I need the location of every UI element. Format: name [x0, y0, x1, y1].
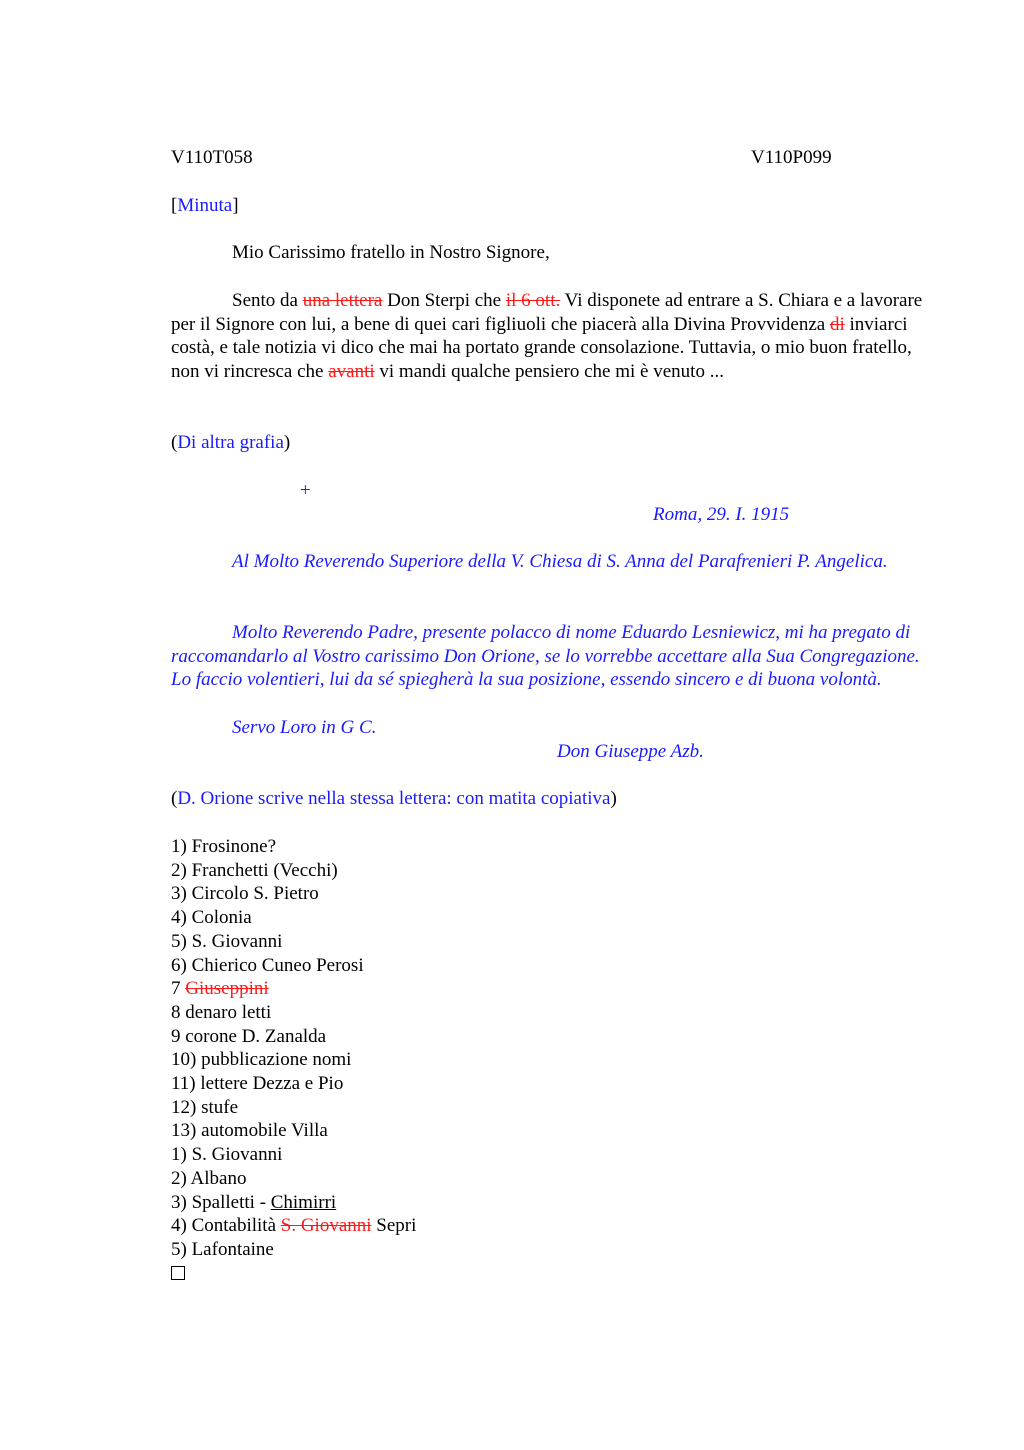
list-item [171, 1214, 931, 1238]
list-item: 10) pubblicazione nomi [171, 1049, 352, 1071]
p1-deletion: una lettera [302, 290, 383, 311]
altra-grafia-note [171, 431, 931, 455]
list-item: 3) Circolo S. Pietro [171, 883, 319, 905]
paragraph-1 [171, 289, 931, 384]
checkbox-square-icon [171, 1266, 185, 1280]
paren-close: ) [610, 788, 617, 809]
address-line: Al Molto Reverendo Superiore della V. Chiesa di S. Anna del Parafrenieri P. Angelica. [232, 551, 888, 572]
list-item: 1) Frosinone? [171, 836, 277, 857]
orione-note [171, 787, 931, 811]
p1-deletion: il 6 ott. [505, 290, 561, 311]
left-code: V110T058 [171, 147, 253, 168]
signature: Don Giuseppe Azb. [557, 741, 704, 762]
orione-note-text: D. Orione scrive nella stessa lettera: con matita copiativa [177, 788, 611, 809]
salutation: Mio Carissimo fratello in Nostro Signore, [232, 242, 550, 263]
list-item: 2) Franchetti (Vecchi) [171, 859, 338, 881]
list-item-text: 4) Contabilità [171, 1215, 281, 1237]
bracket-open: [ [171, 195, 178, 216]
list-item: 8 denaro letti [171, 1001, 272, 1023]
agenda-list [171, 835, 931, 1286]
list-item-deletion: Giuseppini [185, 978, 269, 1000]
list-item: 11) lettere Dezza e Pio [171, 1073, 344, 1095]
list-item-text: 3) Spalletti - [171, 1191, 271, 1213]
header-codes [171, 146, 931, 170]
list-item-deletion: S. Giovanni [280, 1215, 372, 1237]
minuta-label [171, 194, 931, 218]
altra-grafia-text: Di altra grafia [177, 432, 284, 453]
p1-text: Vi disponete ad entrare a S. Chiara e a lavorare per il Signore con lui, a bene di quei cari figliuoli che piacerà alla Divina Provvidenza [171, 290, 923, 335]
list-item: 12) stufe [171, 1096, 239, 1118]
bracket-close: ] [232, 195, 239, 216]
list-item: 1) S. Giovanni [171, 1144, 283, 1166]
list-item: 5) Lafontaine [171, 1238, 274, 1260]
p1-deletion: di [829, 313, 845, 335]
paren-open: ( [171, 432, 178, 453]
p1-deletion: avanti [328, 361, 375, 383]
closing-line: Servo Loro in G C. [232, 717, 377, 738]
list-item [171, 977, 931, 1001]
list-item [171, 1191, 931, 1215]
paren-open: ( [171, 788, 178, 809]
cross-mark: + [300, 480, 311, 501]
list-item: 5) S. Giovanni [171, 930, 283, 952]
right-code: V110P099 [751, 147, 832, 168]
list-item: 2) Albano [171, 1167, 247, 1189]
list-item: 13) automobile Villa [171, 1120, 328, 1142]
paren-close: ) [283, 432, 291, 453]
list-item: 4) Colonia [171, 907, 252, 929]
p1-text: inviarci costà, e tale notizia vi dico che mai ha portato grande consolazione. Tuttavia, o mio buon fratello, non vi rincresca che [171, 313, 912, 383]
list-item-text: Sepri [371, 1215, 417, 1237]
place-date: Roma, 29. I. 1915 [653, 504, 790, 525]
list-item: 6) Chierico Cuneo Perosi [171, 954, 364, 976]
list-item: 9 corone D. Zanalda [171, 1025, 327, 1047]
p1-text: vi mandi qualche pensiero che mi è venuto ... [374, 361, 724, 383]
list-item-underlined: Chimirri [270, 1191, 337, 1213]
p1-text: Sento da [232, 290, 303, 311]
end-mark [171, 1262, 931, 1287]
p1-text: Don Sterpi che [382, 290, 506, 311]
list-item-number: 7 [171, 978, 186, 1000]
letter-body: Molto Reverendo Padre, presente polacco di nome Eduardo Lesniewicz, mi ha pregato di raccomandarlo al Vostro carissimo Don Orione, se lo vorrebbe accettare alla Sua Congregazione. Lo faccio volentieri, lui da sé spiegherà la sua posizione, essendo sincero e di buona volontà. [171, 622, 920, 691]
minuta-text: Minuta [177, 195, 233, 216]
